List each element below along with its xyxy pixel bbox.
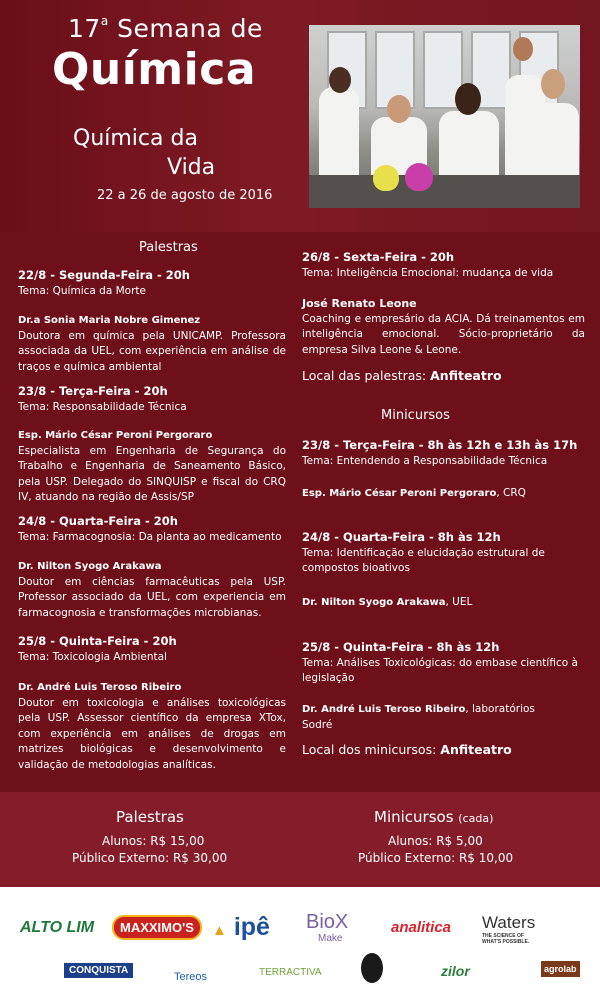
venue-value: Anfiteatro [430,368,502,383]
speaker-affiliation: , UEL [445,596,473,608]
venue-label: Local das palestras: [302,368,431,383]
maxximos-logo: MAXXIMO'S [112,915,202,940]
venue-value: Anfiteatro [440,742,512,757]
minicurso-item [302,530,585,577]
person [319,87,359,177]
palestra-day: 22/8 - Segunda-Feira - 20h [18,268,190,282]
speaker-name: Esp. Mário César Peroni Pergoraro [18,430,213,441]
agrolab-logo: agrolab [541,961,580,977]
ipe-tree-icon: ▲ [212,922,227,939]
tereos-logo: Tereos [174,971,208,983]
palestras-venue [302,368,502,383]
person-head [329,67,351,93]
palestra-item [18,514,286,545]
speaker-name: Dr. André Luis Teroso Ribeiro [18,682,182,693]
palestra-tema: Tema: Toxicologia Ambiental [18,650,167,663]
person [531,103,579,177]
speaker-bio: Doutor em ciências farmacêuticas pela USP. Professor associado da UEL, com experiencia em farmacognosia e transformações microbianas. [18,575,286,619]
speaker-name: Esp. Mário César Peroni Pergoraro [302,488,497,499]
palestra-day: 23/8 - Terça-Feira - 20h [18,384,168,398]
palestras-price-externo: Público Externo: R$ 30,00 [72,851,228,865]
venue-label: Local dos minicursos: [302,742,441,757]
program-content [0,232,600,792]
speaker-bio: Doutora em química pela UNICAMP. Professora associada da UEL, com experiência em análise de traços e química ambiental [18,329,286,373]
palestra-item [18,268,286,299]
zilor-logo: zilor [441,963,470,979]
edition-rest: Semana de [117,14,263,43]
minicursos-heading: Minicursos [381,408,450,423]
event-dates: 22 a 26 de agosto de 2016 [97,188,273,203]
person-head [387,95,411,123]
speaker-name: Dr. André Luis Teroso Ribeiro [302,704,466,715]
palestras-price-alunos: Alunos: R$ 15,00 [102,834,205,848]
palestras-heading: Palestras [139,240,198,255]
person-head [455,83,481,115]
minicurso-day: 23/8 - Terça-Feira - 8h às 12h e 13h às 17h [302,438,578,452]
subtitle-line2: Vida [167,155,216,180]
palestra-day: 26/8 - Sexta-Feira - 20h [302,250,455,264]
palestra-speaker [18,313,286,375]
emblem-logo [361,953,383,983]
speaker-affiliation: , laboratórios Sodré [302,703,535,731]
speaker-bio: Especialista em Engenharia de Segurança do Trabalho e Engenharia de Saneamento Básico, pela USP. Delegado do SINQUISP e fiscal do CRQ IV, atuando na região de Assis/SP [18,444,286,503]
palestra-tema: Tema: Inteligência Emocional: mudança de vida [302,266,554,279]
waters-tagline: THE SCIENCE OF WHAT'S POSSIBLE. [482,933,530,945]
minicursos-price-title [374,808,493,826]
palestras-price-title: Palestras [116,808,184,826]
palestra-item [18,634,286,665]
biox-logo: BioX [306,911,349,933]
palestra-day: 24/8 - Quarta-Feira - 20h [18,514,178,528]
edition-number: 17 [68,14,101,43]
speaker-bio: Coaching e empresário da ACIA. Dá treinamentos em inteligência emocional. Sócio-proprietário da empresa Silva Leone & Leone. [302,312,585,356]
palestra-speaker [18,680,286,773]
minicursos-price-externo: Público Externo: R$ 10,00 [358,851,514,865]
person [439,111,499,179]
sponsor-logos [0,887,600,993]
minicurso-day: 24/8 - Quarta-Feira - 8h às 12h [302,530,501,544]
ipe-logo-text: ipê [233,913,270,941]
person-head [541,69,565,99]
palestra-tema: Tema: Química da Morte [18,284,146,297]
minicurso-speaker [302,486,585,502]
minicurso-tema: Tema: Análises Toxicológicas: do embase científico à legislação [302,656,578,684]
magenta-flask [405,163,433,191]
minicursos-price-label: Minicursos [374,808,454,826]
minicursos-price-alunos: Alunos: R$ 5,00 [388,834,483,848]
minicurso-tema: Tema: Identificação e elucidação estrutural de compostos bioativos [302,546,545,574]
analitica-logo: analitica [391,919,452,936]
minicurso-item [302,640,585,687]
speaker-name: José Renato Leone [302,297,417,310]
palestra-item [18,384,286,415]
minicursos-venue [302,742,512,757]
palestra-tema: Tema: Farmacognosia: Da planta ao medicamento [18,530,282,543]
ipe-logo [212,913,270,942]
speaker-name: Dr. Nilton Syogo Arakawa [302,597,446,608]
main-title: Química [52,44,257,95]
lab-photo [309,25,580,208]
conquista-logo: CONQUISTA [64,963,133,978]
terractiva-logo: TERRACTIVA [259,967,322,978]
subtitle-line1: Química da [73,126,198,151]
minicursos-price-suffix: (cada) [458,812,494,825]
speaker-bio: Doutor em toxicologia e análises toxicológicas pela USP. Assessor científico da empresa XTox, com experiência em análises de drogas em matrizes biológicas e desenvolvimento e validação de metodologias analíticas. [18,696,286,771]
poster-header [0,0,600,232]
speaker-name: Dr.a Sonia Maria Nobre Gimenez [18,315,201,326]
person-head [513,37,533,61]
waters-logo: Waters [482,913,536,932]
prices-band [0,792,600,887]
altolim-logo: ALTO LIM [20,919,95,936]
palestra-speaker [302,296,585,358]
palestra-speaker [18,559,286,621]
minicurso-day: 25/8 - Quinta-Feira - 8h às 12h [302,640,500,654]
palestra-tema: Tema: Responsabilidade Técnica [18,400,187,413]
minicurso-tema: Tema: Entendendo a Responsabilidade Técnica [302,454,548,467]
palestra-item [302,250,585,281]
lab-bench [309,175,580,208]
yellow-flask [373,165,399,191]
minicurso-item [302,438,585,469]
minicurso-speaker [302,702,542,733]
edition-ordinal: a [100,14,109,28]
biox-make-text: Make [318,933,343,944]
minicurso-speaker [302,595,585,611]
speaker-affiliation: , CRQ [496,487,526,499]
palestra-speaker [18,428,286,506]
palestra-day: 25/8 - Quinta-Feira - 20h [18,634,177,648]
edition-line [68,14,263,43]
speaker-name: Dr. Nilton Syogo Arakawa [18,561,162,572]
